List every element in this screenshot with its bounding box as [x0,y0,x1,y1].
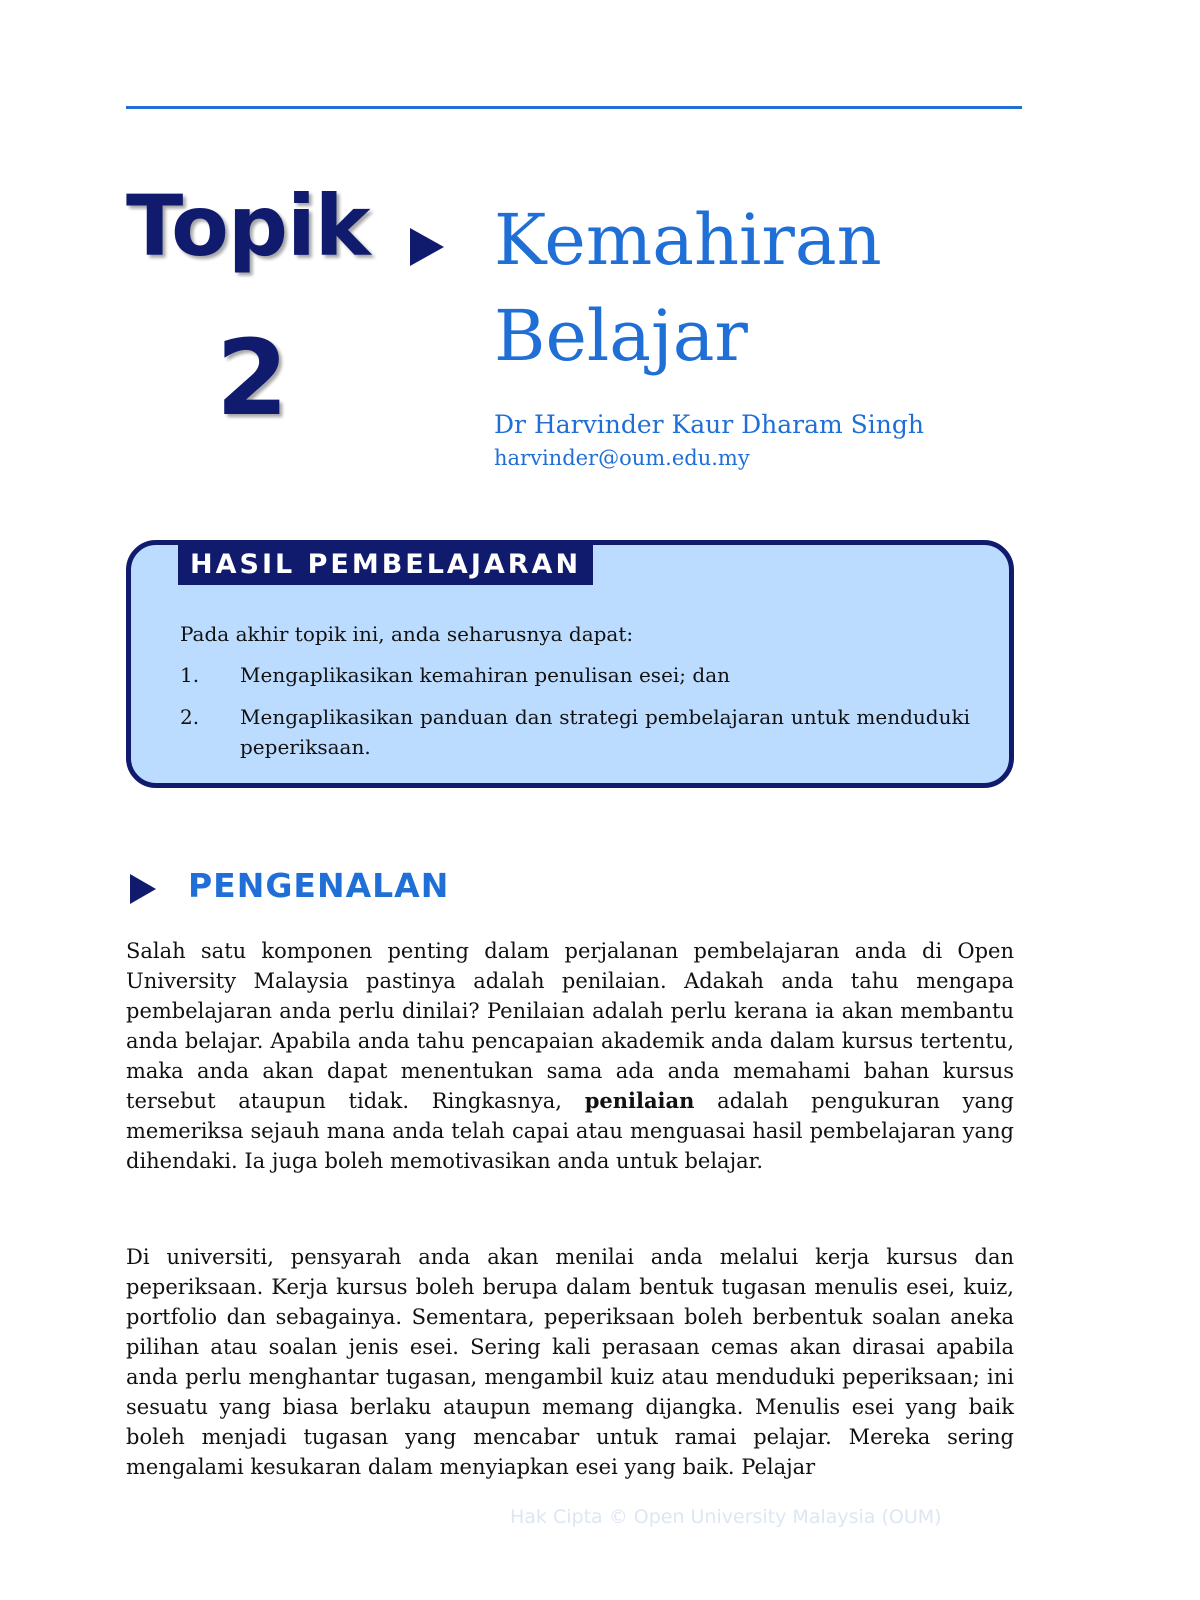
list-item-text: Mengaplikasikan panduan dan strategi pembelajaran untuk menduduki peperiksaan. [240,705,970,759]
page-title [494,192,1014,384]
list-item-number: 2. [180,705,200,729]
topic-word: Topik [126,177,370,275]
list-item-text: Mengaplikasikan kemahiran penulisan esei; dan [240,663,730,687]
section-title: PENGENALAN [188,866,450,905]
list-item-number: 1. [180,663,200,687]
paragraph-2: Di universiti, pensyarah anda akan menilai anda melalui kerja kursus dan peperiksaan. Kerja kursus boleh berupa dalam bentuk tugasan menulis esei, kuiz, portfolio dan sebagainya. Sementara, peperiksaan boleh berbentuk soalan aneka pilihan atau soalan jenis esei. Sering kali perasaan cemas akan dirasai apabila anda perlu menghantar tugasan, mengambil kuiz atau menduduki peperiksaan; ini sesuatu yang biasa berlaku ataupun memang dijangka. Menulis esei yang baik boleh menjadi tugasan yang mencabar untuk ramai pelajar. Mereka sering mengalami kesukaran dalam menyiapkan esei yang baik. Pelajar [126,1245,1014,1479]
copyright-watermark: Hak Cipta © Open University Malaysia (OUM) [510,1506,942,1528]
topic-number: 2 [216,317,289,439]
title-line-2: Belajar [494,295,748,377]
author-email: harvinder@oum.edu.my [494,446,750,470]
section-arrow-icon [130,874,156,904]
paragraph-text: adalah pengukuran yang memeriksa sejauh mana anda telah capai atau menguasai hasil pembelajaran yang dihendaki. Ia juga boleh memotivasikan anda untuk belajar. [126,1089,1014,1173]
keyword: penilaian [584,1088,695,1113]
top-rule [126,106,1022,109]
triangle-right-icon [410,228,444,266]
author-name: Dr Harvinder Kaur Dharam Singh [494,410,924,439]
paragraph-1 [126,936,1014,1176]
paragraph-text: Salah satu komponen penting dalam perjalanan pembelajaran anda di Open University Malaysia pastinya adalah penilaian. Adakah anda tahu mengapa pembelajaran anda perlu dinilai? Penilaian adalah perlu kerana ia akan membantu anda belajar. Apabila anda tahu pencapaian akademik anda dalam kursus tertentu, maka anda akan dapat menentukan sama ada anda memahami bahan kursus tersebut ataupun tidak. Ringkasnya, [126,939,1014,1113]
learning-outcomes-intro: Pada akhir topik ini, anda seharusnya dapat: [180,622,634,646]
title-line-1: Kemahiran [494,199,882,281]
learning-outcomes-heading: HASIL PEMBELAJARAN [178,545,593,585]
